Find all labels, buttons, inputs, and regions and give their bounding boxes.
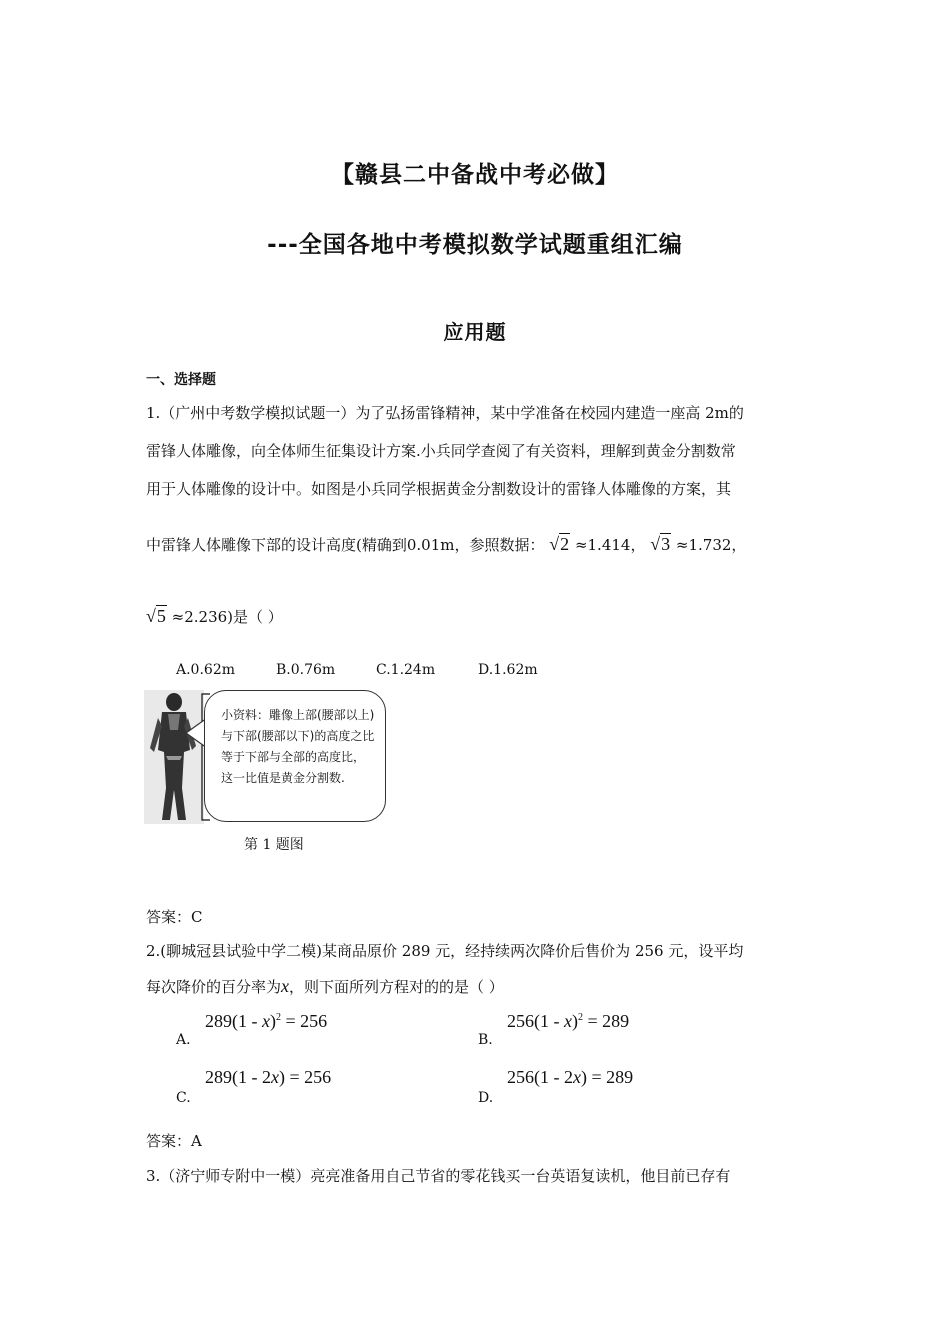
q1-line-3: 用于人体雕像的设计中。如图是小兵同学根据黄金分割数设计的雷锋人体雕像的方案，其 [146,480,732,498]
sqrt-5: √5 [146,606,166,626]
q1-line-1: 1.（广州中考数学模拟试题一）为了弘扬雷锋精神，某中学准备在校园内建造一座高 2m的 [146,404,744,422]
figure-caption: 第 1 题图 [244,837,304,853]
q1-option-a: A.0.62m [176,662,236,678]
document-subtitle: ---全国各地中考模拟数学试题重组汇编 [267,232,683,258]
q2-option-a-equation: 289(1 - x)$^2$ = 256 [205,1011,328,1031]
q2-line-2-post: ，则下面所列方程对的的是（ ） [289,978,504,996]
q1-option-c: C.1.24m [376,662,436,678]
info-bubble: 小资料：雕像上部(腰部以上)与下部(腰部以下)的高度之比等于下部与全部的高度比，这一比值是黄金分割数. [204,690,386,822]
part-label: 一、选择题 [146,372,216,388]
q2-variable: x [281,976,290,996]
q2-option-d-equation: 256(1 - 2x) = 289 [507,1067,634,1087]
approx-3: ≈1.732， [675,536,747,554]
section-heading: 应用题 [443,320,507,344]
q2-option-b-letter: B. [478,1032,493,1048]
q1-line-2: 雷锋人体雕像，向全体师生征集设计方案.小兵同学查阅了有关资料，理解到黄金分割数常 [146,442,736,460]
document-title: 【赣县二中备战中考必做】 [331,162,619,188]
q1-option-b: B.0.76m [276,662,336,678]
q3-line-1: 3.（济宁师专附中一模）亮亮准备用自己节省的零花钱买一台英语复读机，他目前已存有 [146,1167,731,1185]
statue-figure [144,690,210,824]
q1-line-4-text: 中雷锋人体雕像下部的设计高度(精确到0.01m，参照数据： [146,536,545,554]
q2-option-c-equation: 289(1 - 2x) = 256 [205,1067,332,1087]
q2-line-1: 2.(聊城冠县试验中学二模)某商品原价 289 元，经持续两次降价后售价为 256 元，设平均 [146,942,744,960]
q2-line-2-pre: 每次降价的百分率为 [146,978,282,996]
q2-option-d-letter: D. [478,1090,494,1106]
q2-line-2 [146,976,504,997]
q2-option-c-letter: C. [176,1090,191,1106]
q1-line-5-tail: ≈2.236)是（ ） [171,608,283,626]
sqrt-2: √2 [549,534,570,554]
q2-option-a-letter: A. [176,1032,191,1048]
q1-option-d: D.1.62m [478,662,538,678]
q1-line-4 [146,534,746,555]
q1-answer: 答案：C [146,908,203,926]
approx-2: ≈1.414， [574,536,646,554]
q2-answer: 答案：A [146,1132,202,1150]
q2-option-b-equation: 256(1 - x)$^2$ = 289 [507,1011,630,1031]
q1-line-5 [146,606,283,627]
sqrt-3: √3 [650,534,671,554]
